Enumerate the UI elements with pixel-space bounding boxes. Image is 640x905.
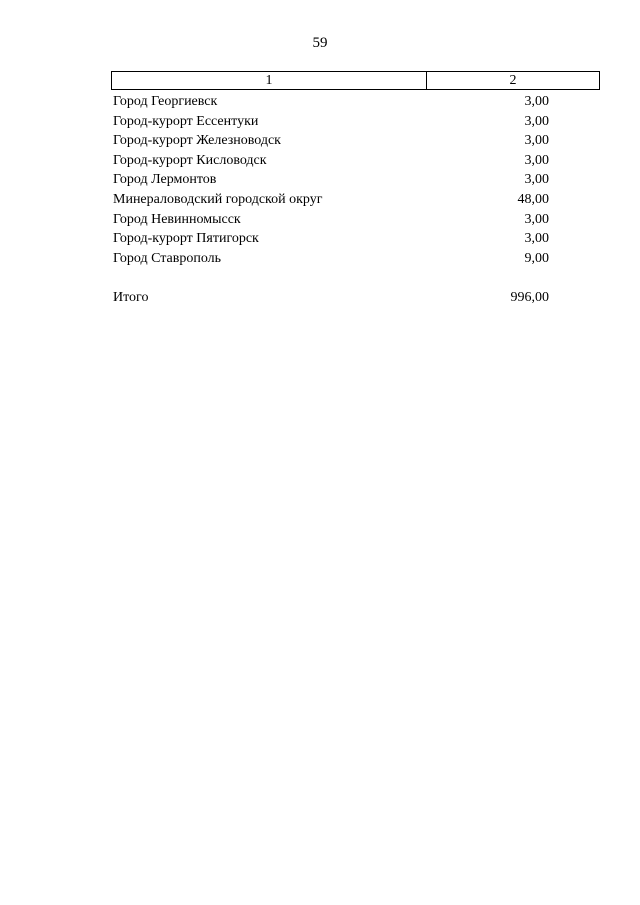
row-name: Город Ставрополь [113, 250, 222, 266]
column-header-2: 2 [509, 73, 517, 88]
row-name: Город-курорт Ессентуки [113, 113, 259, 129]
row-value: 3,00 [524, 211, 549, 227]
row-value: 48,00 [517, 191, 549, 207]
row-value: 3,00 [524, 113, 549, 129]
row-name: Город-курорт Кисловодск [113, 152, 267, 168]
table-row [113, 210, 549, 230]
row-name: Город-курорт Железноводск [113, 133, 281, 149]
total-label: Итого [113, 290, 149, 305]
row-value: 3,00 [524, 172, 549, 188]
row-name: Город Георгиевск [113, 94, 218, 109]
row-name: Город-курорт Пятигорск [113, 231, 259, 247]
row-value: 3,00 [524, 152, 549, 168]
total-value: 996,00 [510, 290, 549, 305]
row-name: Минераловодский городской округ [113, 191, 323, 207]
row-value: 3,00 [524, 94, 549, 109]
table-header [111, 71, 600, 90]
table-row [113, 151, 549, 171]
table-row [113, 249, 549, 269]
total-row [113, 288, 549, 308]
table-row [113, 112, 549, 132]
row-value: 3,00 [524, 231, 549, 247]
row-value: 3,00 [524, 133, 549, 149]
page-number: 59 [312, 35, 328, 51]
table-row [113, 190, 549, 210]
column-header-1: 1 [112, 72, 427, 89]
table-row [113, 131, 549, 151]
table-row [113, 229, 549, 249]
row-name: Город Лермонтов [113, 172, 217, 188]
row-name: Город Невинномысск [113, 211, 241, 227]
table-row [113, 170, 549, 190]
table-body [113, 92, 549, 268]
table-row [113, 92, 549, 112]
row-value: 9,00 [524, 250, 549, 266]
